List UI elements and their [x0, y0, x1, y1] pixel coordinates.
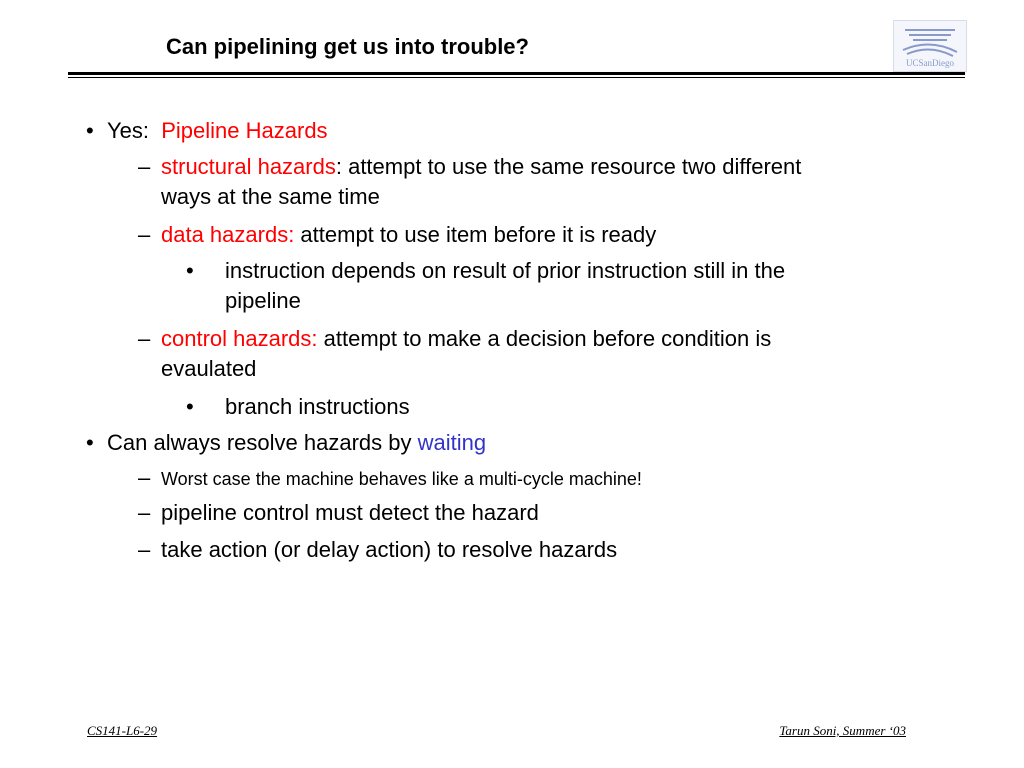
- footer-author: Tarun Soni, Summer ‘03: [779, 723, 906, 738]
- structural-hazards-continuation: ways at the same time: [161, 184, 380, 209]
- footer-slide-id: CS141-L6-29: [87, 723, 158, 738]
- data-hazards-item: [138, 220, 656, 250]
- data-hazards-subitem-continuation: pipeline: [225, 288, 301, 313]
- slide-title: Can pipelining get us into trouble?: [166, 34, 529, 59]
- structural-hazards-item: [138, 152, 801, 182]
- dash-marker: –: [138, 154, 151, 179]
- dash-marker: –: [138, 326, 151, 351]
- control-hazards-subitem: [186, 392, 410, 422]
- logo-text: UCSanDiego: [906, 58, 954, 68]
- control-hazards-term: control hazards:: [161, 326, 318, 351]
- resolve-subitem: [138, 498, 539, 528]
- dash-marker: –: [138, 500, 151, 525]
- resolve-subitem-text: Worst case the machine behaves like a multi-cycle machine!: [161, 469, 642, 489]
- title-rule-thin: [68, 77, 965, 78]
- waiting-highlight: waiting: [417, 430, 487, 455]
- control-hazards-item: [138, 324, 771, 354]
- bullet-resolve-lead: Can always resolve hazards by: [107, 430, 418, 455]
- data-hazards-text: attempt to use item before it is ready: [294, 222, 657, 247]
- bullet-marker: •: [86, 118, 94, 143]
- bullet-yes-lead: Yes:: [107, 118, 150, 143]
- bullet-marker: •: [186, 258, 194, 283]
- control-hazards-text: attempt to make a decision before condition is: [317, 326, 772, 351]
- bullet-resolve: [86, 428, 486, 458]
- bullet-marker: •: [186, 394, 194, 419]
- resolve-subitem-text: pipeline control must detect the hazard: [161, 500, 539, 525]
- data-hazards-subitem-text: instruction depends on result of prior instruction still in the: [225, 258, 786, 283]
- bullet-marker: •: [86, 430, 94, 455]
- dash-marker: –: [138, 465, 151, 490]
- bullet-yes: [86, 116, 328, 146]
- control-hazards-subitem-text: branch instructions: [225, 394, 410, 419]
- resolve-subitem: [138, 463, 642, 494]
- dash-marker: –: [138, 537, 151, 562]
- resolve-subitem: [138, 535, 617, 565]
- title-rule-thick: [68, 72, 965, 75]
- data-hazards-term: data hazards:: [161, 222, 295, 247]
- structural-hazards-text: : attempt to use the same resource two different: [335, 154, 802, 179]
- data-hazards-subitem: [186, 256, 785, 286]
- resolve-subitem-text: take action (or delay action) to resolve hazards: [161, 537, 618, 562]
- control-hazards-continuation: evaulated: [161, 356, 257, 381]
- structural-hazards-term: structural hazards: [161, 154, 336, 179]
- ucsd-logo-icon: [893, 20, 967, 72]
- pipeline-hazards-highlight: Pipeline Hazards: [161, 118, 328, 143]
- dash-marker: –: [138, 222, 151, 247]
